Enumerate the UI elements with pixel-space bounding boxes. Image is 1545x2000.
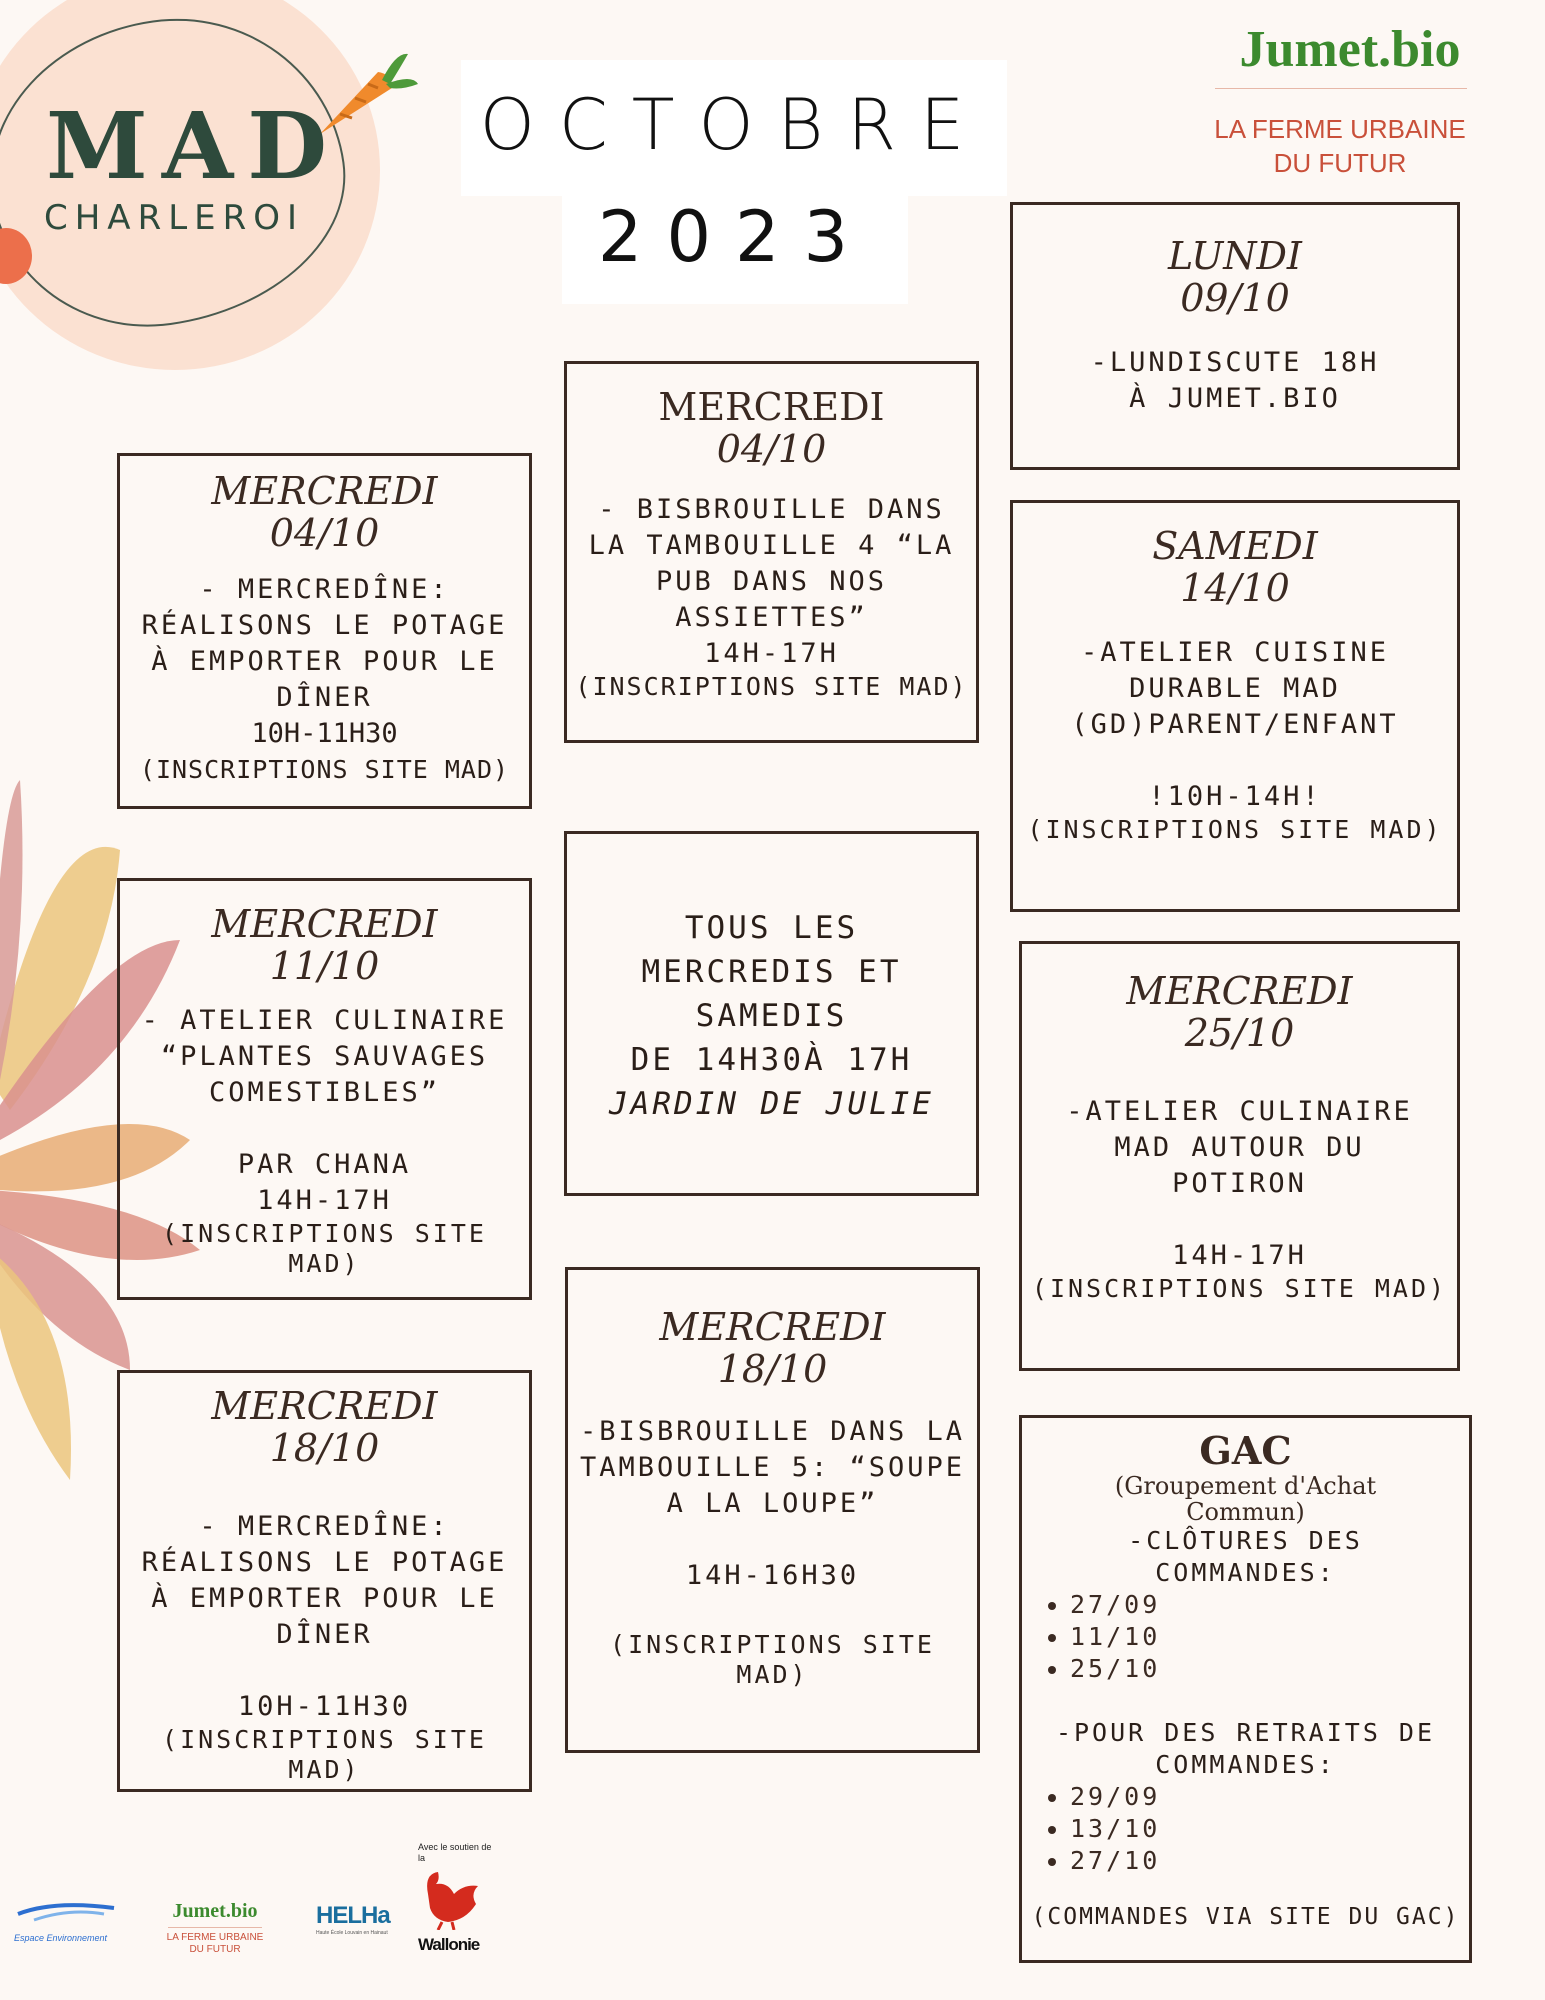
sponsor-label: Haute École Louvain en Hainaut	[316, 1930, 388, 1936]
gac-note: (COMMANDES VIA SITE DU GAC)	[1031, 1904, 1460, 1930]
event-time: 14H-17H	[1172, 1240, 1307, 1271]
event-day: MERCREDI	[658, 385, 885, 429]
event-card-mercredi-25-10	[1019, 941, 1460, 1371]
event-text: PAR CHANA	[237, 1149, 412, 1180]
event-text: POTIRON	[1172, 1168, 1307, 1199]
event-date: 25/10	[1184, 1011, 1295, 1055]
event-time: 14H-16H30	[685, 1560, 860, 1591]
jumet-tagline	[1190, 112, 1490, 180]
jumet-tagline-1: LA FERME URBAINE	[1214, 114, 1466, 144]
event-text: - MERCREDÎNE:	[199, 574, 450, 605]
event-text: RÉALISONS LE POTAGE	[141, 1547, 508, 1578]
pickup-date-list	[1022, 1781, 1469, 1877]
event-date: 18/10	[717, 1347, 828, 1391]
event-registration: (INSCRIPTIONS SITE MAD)	[610, 1630, 935, 1689]
event-day: MERCREDI	[211, 469, 438, 513]
event-date: 09/10	[1180, 276, 1290, 320]
event-card-mercredi-04-10-a	[117, 453, 532, 809]
sponsor-espace-environnement	[14, 1898, 124, 1948]
event-text: DE 14H30À 17H	[630, 1042, 913, 1078]
event-registration: (INSCRIPTIONS SITE MAD)	[139, 755, 510, 784]
event-location: JARDIN DE JULIE	[609, 1086, 934, 1122]
event-registration: (INSCRIPTIONS SITE MAD)	[1027, 815, 1443, 844]
espace-environnement-logo-icon	[14, 1898, 124, 1928]
rooster-icon	[418, 1864, 488, 1930]
event-date: 04/10	[716, 427, 827, 471]
event-card-samedi-14-10	[1010, 500, 1460, 912]
event-text: À JUMET.BIO	[1129, 383, 1341, 414]
event-day: MERCREDI	[1126, 969, 1353, 1013]
event-text: TOUS LES	[684, 910, 859, 946]
sponsor-label: Avec le soutien de la	[418, 1842, 492, 1863]
event-registration: (INSCRIPTIONS SITE MAD)	[575, 672, 968, 701]
event-day: SAMEDI	[1152, 524, 1318, 568]
mad-logo-title: MAD	[46, 92, 341, 200]
event-text: - MERCREDÎNE:	[199, 1511, 450, 1542]
sponsor-helha	[316, 1902, 406, 1952]
event-time: 14H-17H	[704, 638, 839, 669]
mad-logo-subtitle: CHARLEROI	[44, 198, 305, 238]
sponsor-label: LA FERME URBAINE	[166, 1932, 264, 1943]
event-time: 10H-11H30	[237, 1691, 412, 1722]
gac-subtitle-2: Commun)	[1186, 1498, 1305, 1526]
event-card-mercredi-18-10-b	[565, 1267, 980, 1753]
sponsor-label: Espace Environnement	[14, 1933, 108, 1943]
gac-subtitle-1: (Groupement d'Achat	[1114, 1472, 1377, 1500]
gac-text: COMMANDES:	[1155, 1558, 1336, 1587]
sponsor-label: HELHa	[316, 1902, 390, 1929]
event-registration: (INSCRIPTIONS SITE MAD)	[162, 1725, 487, 1784]
close-date-list	[1022, 1589, 1469, 1685]
divider	[1215, 88, 1467, 89]
sponsor-wallonie	[418, 1842, 498, 1962]
list-item: • 13/10	[1070, 1813, 1469, 1845]
event-text: -ATELIER CULINAIRE	[1066, 1096, 1413, 1127]
sponsor-label: DU FUTUR	[189, 1944, 241, 1955]
event-card-recurring-garden	[564, 831, 979, 1196]
event-text: À EMPORTER POUR LE	[151, 646, 498, 677]
jumet-logo: Jumet.bio	[1239, 21, 1461, 78]
event-time: !10H-14H!	[1148, 781, 1322, 812]
event-text: A LA LOUPE”	[666, 1488, 879, 1519]
event-card-mercredi-18-10-a	[117, 1370, 532, 1792]
event-card-mercredi-04-10-b	[564, 361, 979, 743]
event-date: 11/10	[269, 944, 380, 988]
event-date: 18/10	[269, 1426, 380, 1470]
page-title-year: 2023	[597, 196, 873, 278]
event-text: -ATELIER CUISINE	[1080, 637, 1390, 668]
event-text: (GD)PARENT/ENFANT	[1071, 709, 1399, 740]
event-date: 04/10	[269, 511, 380, 555]
event-time: 14H-17H	[257, 1185, 392, 1216]
event-text: ASSIETTES”	[675, 602, 868, 633]
gac-text: -POUR DES RETRAITS DE	[1055, 1718, 1436, 1747]
event-day: LUNDI	[1168, 234, 1302, 278]
event-text: -LUNDISCUTE 18H	[1090, 347, 1380, 378]
list-item: • 11/10	[1070, 1621, 1469, 1653]
gac-title: GAC	[1199, 1428, 1292, 1473]
jumet-tagline-2: DU FUTUR	[1273, 148, 1407, 178]
sponsor-label: Wallonie	[418, 1935, 480, 1954]
list-item: • 29/09	[1070, 1781, 1469, 1813]
event-text: -BISBROUILLE DANS LA	[579, 1416, 966, 1447]
gac-text: COMMANDES:	[1155, 1750, 1336, 1779]
event-text: TAMBOUILLE 5: “SOUPE	[579, 1452, 966, 1483]
gac-card	[1019, 1415, 1472, 1963]
list-item: • 27/09	[1070, 1589, 1469, 1621]
event-text: - ATELIER CULINAIRE	[141, 1005, 508, 1036]
event-text: DÎNER	[276, 682, 373, 713]
page-title-month: OCTOBRE	[479, 84, 989, 166]
event-registration: (INSCRIPTIONS SITE MAD)	[1031, 1274, 1448, 1303]
event-text: LA TAMBOUILLE 4 “LA	[588, 530, 955, 561]
gac-text: -CLÔTURES DES	[1128, 1526, 1363, 1555]
event-text: À EMPORTER POUR LE	[151, 1583, 498, 1614]
event-text: PUB DANS NOS	[655, 566, 888, 597]
event-text: “PLANTES SAUVAGES	[160, 1041, 489, 1072]
event-text: RÉALISONS LE POTAGE	[141, 610, 508, 641]
event-day: MERCREDI	[659, 1305, 886, 1349]
event-text: COMESTIBLES”	[208, 1077, 441, 1108]
list-item: • 25/10	[1070, 1653, 1469, 1685]
event-card-mercredi-11-10	[117, 878, 532, 1300]
event-time: 10H-11H30	[251, 718, 398, 749]
event-card-lundi-09-10	[1010, 202, 1460, 470]
event-text: DÎNER	[276, 1619, 373, 1650]
sponsor-jumet-bio	[160, 1900, 270, 1980]
event-registration: (INSCRIPTIONS SITE MAD)	[162, 1219, 487, 1278]
sponsor-label: Jumet.bio	[172, 1900, 258, 1922]
event-text: SAMEDIS	[695, 998, 848, 1034]
event-day: MERCREDI	[211, 902, 438, 946]
list-item: • 27/10	[1070, 1845, 1469, 1877]
event-text: - BISBROUILLE DANS	[598, 494, 945, 525]
event-text: DURABLE MAD	[1129, 673, 1341, 704]
event-day: MERCREDI	[211, 1384, 438, 1428]
event-date: 14/10	[1180, 566, 1290, 610]
event-text: MAD AUTOUR DU	[1114, 1132, 1365, 1163]
event-text: MERCREDIS ET	[641, 954, 902, 990]
